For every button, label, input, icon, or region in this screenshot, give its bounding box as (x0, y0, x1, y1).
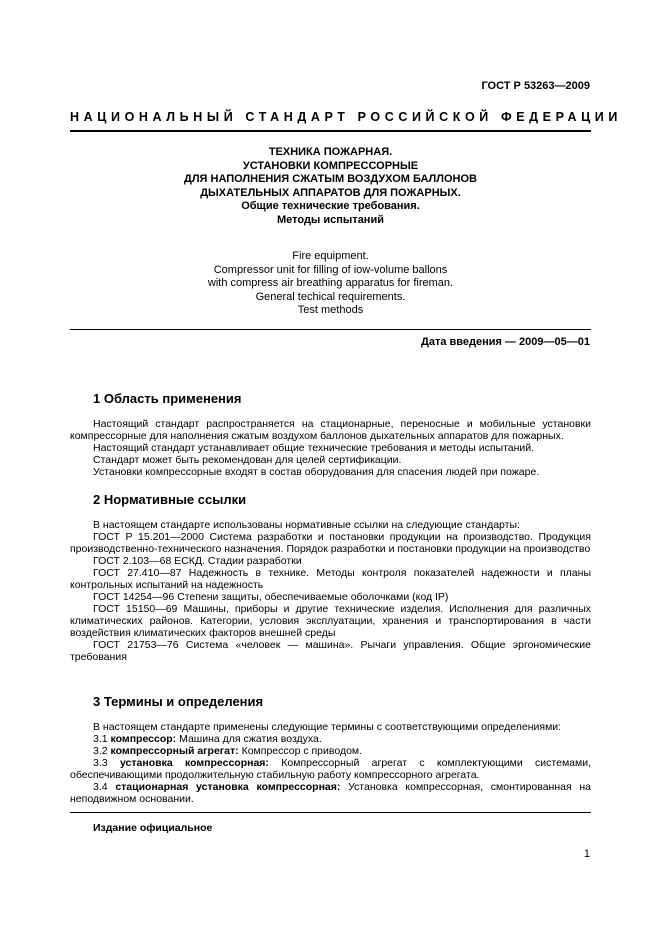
footer-divider (70, 812, 591, 813)
term: стационарная установка компрессорная: (115, 781, 341, 793)
section-heading: 1 Область применения (93, 391, 242, 406)
national-standard-title: НАЦИОНАЛЬНЫЙ СТАНДАРТ РОССИЙСКОЙ ФЕДЕРАЦИИ (70, 110, 622, 124)
paragraph: В настоящем стандарте использованы нормативные ссылки на следующие стандарты: (93, 519, 520, 531)
term: компрессор: (110, 733, 177, 745)
definition: Установка компрессорная, смонтированная на неподвижном основании. (70, 781, 591, 805)
paragraph: В настоящем стандарте применены следующие термины с соответствующими определениями: (93, 721, 562, 733)
definition: Компрессорный агрегат с комплектующими системами, обеспечивающими продолжительную стабильную работу компрессорного агрегата. (70, 757, 591, 781)
section-normative-references (70, 492, 591, 663)
term-number: 3.3 (93, 757, 108, 769)
russian-title-line: УСТАНОВКИ КОМПРЕССОРНЫЕ (242, 159, 419, 172)
paragraph: Настоящий стандарт устанавливает общие технические требования и методы испытаний. (93, 442, 535, 454)
term-number: 3.4 (93, 781, 108, 793)
section-scope (70, 391, 591, 478)
english-title (70, 250, 591, 318)
reference-item: ГОСТ 15150—69 Машины, приборы и другие технические изделия. Исполнения для различных климатических районов. Категории, условия эксплуатации, хранения и транспортирования в части воздействия климатических факторов внешней среды (70, 603, 591, 639)
section-terms-definitions (70, 694, 591, 805)
official-edition-label: Издание официальное (93, 822, 213, 834)
introduction-date: Дата введения — 2009—05—01 (421, 336, 590, 348)
russian-title-line: Методы испытаний (277, 213, 384, 226)
definition: Компрессор с приводом. (241, 745, 363, 757)
russian-title (70, 146, 591, 227)
reference-item: ГОСТ 14254—96 Степени защиты, обеспечиваемые оболочками (код IP) (93, 591, 449, 603)
page-number: 1 (583, 848, 590, 860)
english-title-line: General techical requirements. (255, 290, 406, 303)
english-title-line: Fire equipment. (292, 250, 369, 262)
document-code: ГОСТ Р 53263—2009 (481, 80, 590, 92)
term-number: 3.2 (93, 745, 108, 757)
reference-item: ГОСТ Р 15.201—2000 Система разработки и постановки продукции на производство. Продукция производственно-технического назначения. Порядок разработки и постановки продукции на производство (70, 531, 591, 555)
russian-title-line: ДЛЯ НАПОЛНЕНИЯ СЖАТЫМ ВОЗДУХОМ БАЛЛОНОВ (183, 173, 477, 185)
term-number: 3.1 (93, 733, 108, 745)
header-divider (70, 130, 591, 132)
term: компрессорный агрегат: (110, 745, 239, 757)
section-heading: 3 Термины и определения (93, 694, 264, 709)
term: установка компрессорная: (119, 757, 269, 769)
english-title-line: Compressor unit for filling of iow-volume ballons (213, 263, 448, 276)
term-definition (70, 757, 591, 781)
reference-item: ГОСТ 2.103—68 ЕСКД. Стадии разработки (93, 555, 302, 567)
title-divider (70, 329, 591, 330)
russian-title-line: ДЫХАТЕЛЬНЫХ АППАРАТОВ ДЛЯ ПОЖАРНЫХ. (200, 186, 461, 199)
paragraph: Настоящий стандарт распространяется на стационарные, переносные и мобильные установки компрессорные для наполнения сжатым воздухом баллонов дыхательных аппаратов для пожарных. (70, 418, 591, 442)
paragraph: Установки компрессорные входят в состав оборудования для спасения людей при пожаре. (93, 466, 540, 478)
reference-item: ГОСТ 27.410—87 Надежность в технике. Методы контроля показателей надежности и планы контрольных испытаний на надежность (70, 567, 591, 591)
paragraph: Стандарт может быть рекомендован для целей сертификации. (93, 454, 402, 466)
definition: Машина для сжатия воздуха. (179, 733, 322, 745)
english-title-line: Test methods (297, 304, 364, 316)
term-definition (70, 781, 591, 805)
term-definition (70, 733, 591, 745)
english-title-line: with compress air breathing apparatus for fireman. (207, 277, 454, 289)
term-definition (70, 745, 591, 757)
section-heading: 2 Нормативные ссылки (93, 492, 247, 507)
russian-title-line: ТЕХНИКА ПОЖАРНАЯ. (268, 146, 393, 158)
russian-title-line: Общие технические требования. (241, 200, 420, 212)
reference-item: ГОСТ 21753—76 Система «человек — машина». Рычаги управления. Общие эргономические требования (70, 639, 591, 663)
